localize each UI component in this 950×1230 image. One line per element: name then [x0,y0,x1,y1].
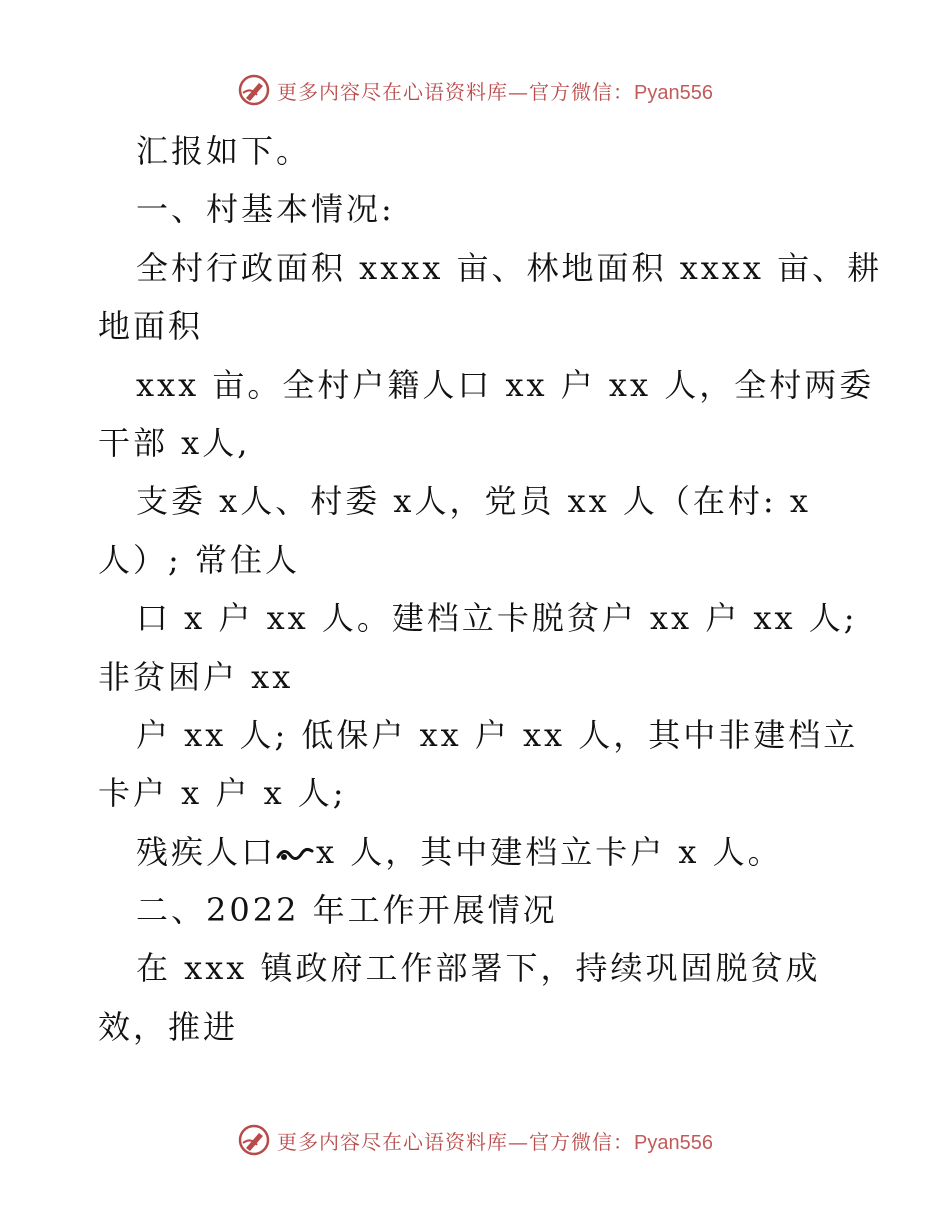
watermark-header [0,70,950,110]
paragraph-line: 汇报如下。 [136,132,312,170]
paragraph-line: 人）; 常住人 [98,540,300,579]
document-body [98,122,883,1056]
section-heading: 二、2022 年工作开展情况 [136,891,558,930]
paragraph-line: 卡户 x 户 x 人; [98,774,347,813]
paragraph-line: 口 x 户 xx 人。建档立卡脱贫户 xx 户 xx 人; [136,599,858,638]
watermark-footer [0,1120,950,1160]
watermark-text [277,76,713,105]
squiggle-mark-icon [276,843,316,865]
pen-logo-icon [237,1123,271,1157]
paragraph-segment: x 人，其中建档立卡户 x 人。 [316,832,783,871]
paragraph-line: 干部 x人, [98,423,251,462]
paragraph-line: 非贫困户 xx [98,657,294,696]
watermark-id: Pyan556 [634,81,713,104]
paragraph-line: 效，推进 [98,1007,239,1046]
paragraph-line: 户 xx 人; 低保户 xx 户 xx 人，其中非建档立 [136,715,859,754]
paragraph-line [98,823,858,881]
paragraph-line: xxx 亩。全村户籍人口 xx 户 xx 人，全村两委 [136,365,875,404]
watermark-text [277,1126,713,1155]
watermark-label: 更多内容尽在心语资料库—官方微信： [277,1129,635,1154]
watermark-id: Pyan556 [634,1131,713,1154]
paragraph-line: 地面积 [98,307,204,346]
section-heading: 一、村基本情况: [136,190,395,229]
pen-logo-icon [237,73,271,107]
paragraph-segment: 残疾人口 [136,832,277,871]
paragraph-line: 支委 x人、村委 x人，党员 xx 人（在村: x [136,482,811,521]
paragraph-line: 全村行政面积 xxxx 亩、林地面积 xxxx 亩、耕 [136,248,883,287]
watermark-label: 更多内容尽在心语资料库—官方微信： [277,79,635,104]
paragraph-line: 在 xxx 镇政府工作部署下，持续巩固脱贫成 [136,949,821,988]
